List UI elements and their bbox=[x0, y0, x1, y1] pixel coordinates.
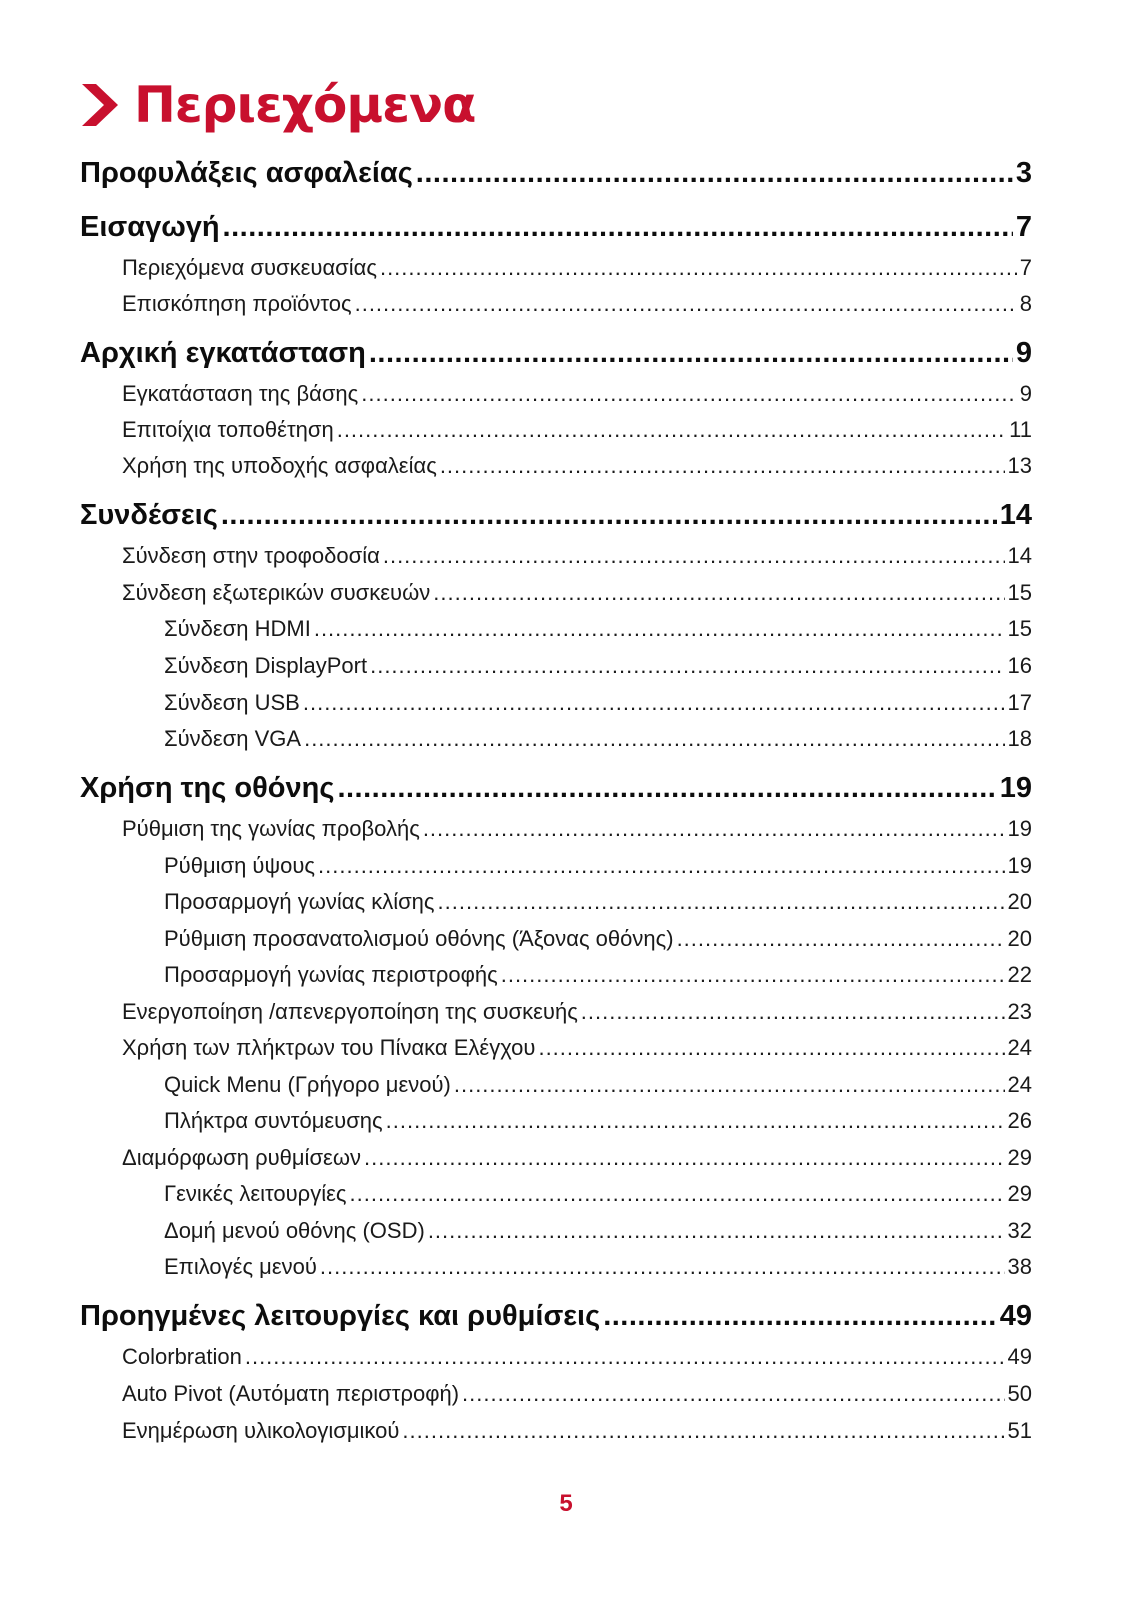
toc-entry-label: Πλήκτρα συντόμευσης bbox=[164, 1108, 383, 1133]
toc-entry[interactable] bbox=[122, 541, 1032, 571]
toc-entry-page: 24 bbox=[1007, 1072, 1032, 1097]
toc-entry-label: Επιλογές μενού bbox=[164, 1254, 317, 1279]
toc-entry-page: 17 bbox=[1007, 690, 1032, 715]
toc-leader-dots bbox=[423, 814, 1005, 844]
toc-entry[interactable] bbox=[122, 997, 1032, 1027]
toc-entry-page: 20 bbox=[1007, 889, 1032, 914]
toc-entry-page: 32 bbox=[1007, 1218, 1032, 1243]
toc-leader-dots bbox=[428, 1216, 1005, 1246]
toc-entry[interactable] bbox=[80, 207, 1032, 247]
toc-entry-page: 22 bbox=[1007, 962, 1032, 987]
toc-leader-dots bbox=[386, 1106, 1005, 1136]
toc-entry[interactable] bbox=[122, 814, 1032, 844]
toc-entry-label: Ενημέρωση υλικολογισμικού bbox=[122, 1418, 400, 1443]
toc-entry-label: Περιεχόμενα συσκευασίας bbox=[122, 255, 377, 280]
toc-entry[interactable] bbox=[122, 289, 1032, 319]
toc-entry-label: Σύνδεση HDMI bbox=[164, 616, 311, 641]
toc-entry[interactable] bbox=[122, 451, 1032, 481]
toc-entry-label: Ρύθμιση της γωνίας προβολής bbox=[122, 816, 420, 841]
toc-leader-dots bbox=[318, 851, 1005, 881]
toc-leader-dots bbox=[402, 1416, 1004, 1446]
toc-entry-page: 11 bbox=[1009, 417, 1032, 442]
toc-entry-label: Σύνδεση USB bbox=[164, 690, 300, 715]
toc-entry[interactable] bbox=[80, 768, 1032, 808]
toc-entry-label: Επιτοίχια τοποθέτηση bbox=[122, 417, 334, 442]
toc-entry[interactable] bbox=[164, 614, 1032, 644]
toc-entry-page: 50 bbox=[1007, 1381, 1032, 1406]
toc-leader-dots bbox=[350, 1179, 1005, 1209]
toc-entry[interactable] bbox=[164, 1070, 1032, 1100]
toc-entry[interactable] bbox=[80, 153, 1032, 193]
toc-leader-dots bbox=[364, 1143, 1005, 1173]
toc-entry[interactable] bbox=[122, 1379, 1032, 1409]
page-number: 5 bbox=[559, 1490, 573, 1517]
toc-entry[interactable] bbox=[80, 333, 1032, 373]
toc-leader-dots bbox=[416, 153, 1013, 193]
toc-entry-page: 23 bbox=[1007, 999, 1032, 1024]
toc-entry-page: 15 bbox=[1007, 580, 1032, 605]
toc-entry[interactable] bbox=[164, 1216, 1032, 1246]
toc-leader-dots bbox=[303, 688, 1005, 718]
toc-entry-page: 29 bbox=[1007, 1145, 1032, 1170]
toc-leader-dots bbox=[438, 887, 1005, 917]
toc-entry-label: Σύνδεση VGA bbox=[164, 726, 302, 751]
toc-leader-dots bbox=[337, 415, 1006, 445]
toc-entry-label: Διαμόρφωση ρυθμίσεων bbox=[122, 1145, 362, 1170]
toc-entry-page: 51 bbox=[1007, 1418, 1032, 1443]
toc-leader-dots bbox=[677, 924, 1005, 954]
toc-leader-dots bbox=[355, 289, 1017, 319]
toc-entry[interactable] bbox=[122, 1416, 1032, 1446]
toc-entry[interactable] bbox=[164, 1106, 1032, 1136]
toc-entry-page: 9 bbox=[1019, 381, 1032, 406]
toc-entry[interactable] bbox=[122, 253, 1032, 283]
toc-entry-page: 16 bbox=[1007, 653, 1032, 678]
toc-leader-dots bbox=[320, 1252, 1005, 1282]
toc-leader-dots bbox=[337, 768, 996, 808]
toc-entry-label: Εγκατάσταση της βάσης bbox=[122, 381, 359, 406]
toc-entry-label: Χρήση της υποδοχής ασφαλείας bbox=[122, 453, 437, 478]
toc-leader-dots bbox=[454, 1070, 1005, 1100]
toc-leader-dots bbox=[304, 724, 1004, 754]
toc-leader-dots bbox=[383, 541, 1005, 571]
page-title: Περιεχόμενα bbox=[134, 76, 476, 134]
toc-entry[interactable] bbox=[164, 651, 1032, 681]
toc-entry-page: 9 bbox=[1015, 337, 1032, 369]
toc-leader-dots bbox=[223, 207, 1013, 247]
toc-entry[interactable] bbox=[164, 1252, 1032, 1282]
toc-entry-page: 26 bbox=[1007, 1108, 1032, 1133]
toc-entry-page: 13 bbox=[1007, 453, 1032, 478]
toc-leader-dots bbox=[538, 1033, 1004, 1063]
toc-leader-dots bbox=[501, 960, 1005, 990]
toc-entry-page: 24 bbox=[1007, 1035, 1032, 1060]
toc-entry-label: Χρήση των πλήκτρων του Πίνακα Ελέγχου bbox=[122, 1035, 536, 1060]
toc-leader-dots bbox=[581, 997, 1005, 1027]
toc-entry-label: Σύνδεση εξωτερικών συσκευών bbox=[122, 580, 431, 605]
toc-entry[interactable] bbox=[164, 887, 1032, 917]
toc-entry[interactable] bbox=[122, 1143, 1032, 1173]
toc-entry-page: 19 bbox=[999, 772, 1032, 804]
toc-entry[interactable] bbox=[164, 851, 1032, 881]
toc-leader-dots bbox=[603, 1296, 997, 1336]
toc-entry[interactable] bbox=[122, 578, 1032, 608]
toc-entry-page: 7 bbox=[1015, 211, 1032, 243]
toc-leader-dots bbox=[370, 651, 1004, 681]
toc-leader-dots bbox=[462, 1379, 1005, 1409]
toc-entry-label: Σύνδεση DisplayPort bbox=[164, 653, 368, 678]
toc-entry-label: Ρύθμιση ύψους bbox=[164, 853, 316, 878]
toc-entry[interactable] bbox=[164, 688, 1032, 718]
toc-entry-label: Αρχική εγκατάσταση bbox=[80, 337, 366, 369]
toc-entry-label: Colorbration bbox=[122, 1344, 242, 1369]
toc-entry[interactable] bbox=[122, 379, 1032, 409]
toc-entry-label: Προσαρμογή γωνίας κλίσης bbox=[164, 889, 435, 914]
toc-entry-page: 38 bbox=[1007, 1254, 1032, 1279]
toc-leader-dots bbox=[361, 379, 1016, 409]
toc-entry-page: 14 bbox=[999, 499, 1032, 531]
toc-entry[interactable] bbox=[164, 1179, 1032, 1209]
toc-leader-dots bbox=[221, 495, 997, 535]
toc-entry-label: Δομή μενού οθόνης (OSD) bbox=[164, 1218, 425, 1243]
toc-entry-label: Προφυλάξεις ασφαλείας bbox=[80, 157, 413, 189]
toc-entry-page: 49 bbox=[1007, 1344, 1032, 1369]
toc-entry-page: 15 bbox=[1007, 616, 1032, 641]
toc-entry-page: 8 bbox=[1019, 291, 1032, 316]
toc-entry[interactable] bbox=[122, 415, 1032, 445]
toc-entry[interactable] bbox=[122, 1342, 1032, 1372]
toc-leader-dots bbox=[433, 578, 1004, 608]
toc-entry-page: 7 bbox=[1019, 255, 1032, 280]
toc-entry-label: Quick Menu (Γρήγορο μενού) bbox=[164, 1072, 451, 1097]
toc-entry-label: Ενεργοποίηση /απενεργοποίηση της συσκευής bbox=[122, 999, 578, 1024]
toc-entry[interactable] bbox=[80, 1296, 1032, 1336]
toc-leader-dots bbox=[380, 253, 1017, 283]
toc-entry-page: 19 bbox=[1007, 853, 1032, 878]
toc-entry-label: Προηγμένες λειτουργίες και ρυθμίσεις bbox=[80, 1300, 601, 1332]
toc-entry-page: 49 bbox=[999, 1300, 1032, 1332]
toc-entry-label: Συνδέσεις bbox=[80, 499, 218, 531]
toc-entry-label: Σύνδεση στην τροφοδοσία bbox=[122, 543, 380, 568]
toc-entry[interactable] bbox=[164, 960, 1032, 990]
toc-entry[interactable] bbox=[80, 495, 1032, 535]
toc-entry-label: Γενικές λειτουργίες bbox=[164, 1181, 347, 1206]
toc-entry-label: Ρύθμιση προσανατολισμού οθόνης (Άξονας οθόνης) bbox=[164, 926, 674, 951]
toc-entry-page: 29 bbox=[1007, 1181, 1032, 1206]
toc-entry-page: 20 bbox=[1007, 926, 1032, 951]
toc-leader-dots bbox=[314, 614, 1005, 644]
toc-leader-dots bbox=[245, 1342, 1005, 1372]
toc-entry[interactable] bbox=[164, 724, 1032, 754]
toc-entry-page: 3 bbox=[1015, 157, 1032, 189]
toc-entry-label: Auto Pivot (Αυτόματη περιστροφή) bbox=[122, 1381, 460, 1406]
toc-entry[interactable] bbox=[122, 1033, 1032, 1063]
toc-entry-page: 18 bbox=[1007, 726, 1032, 751]
toc-leader-dots bbox=[440, 451, 1005, 481]
toc-entry-page: 14 bbox=[1007, 543, 1032, 568]
toc-entry-page: 19 bbox=[1007, 816, 1032, 841]
toc-leader-dots bbox=[369, 333, 1013, 373]
toc-entry-label: Χρήση της οθόνης bbox=[80, 772, 335, 804]
toc-entry-label: Επισκόπηση προϊόντος bbox=[122, 291, 352, 316]
toc-entry[interactable] bbox=[164, 924, 1032, 954]
toc-entry-label: Εισαγωγή bbox=[80, 211, 220, 243]
toc-entry-label: Προσαρμογή γωνίας περιστροφής bbox=[164, 962, 498, 987]
